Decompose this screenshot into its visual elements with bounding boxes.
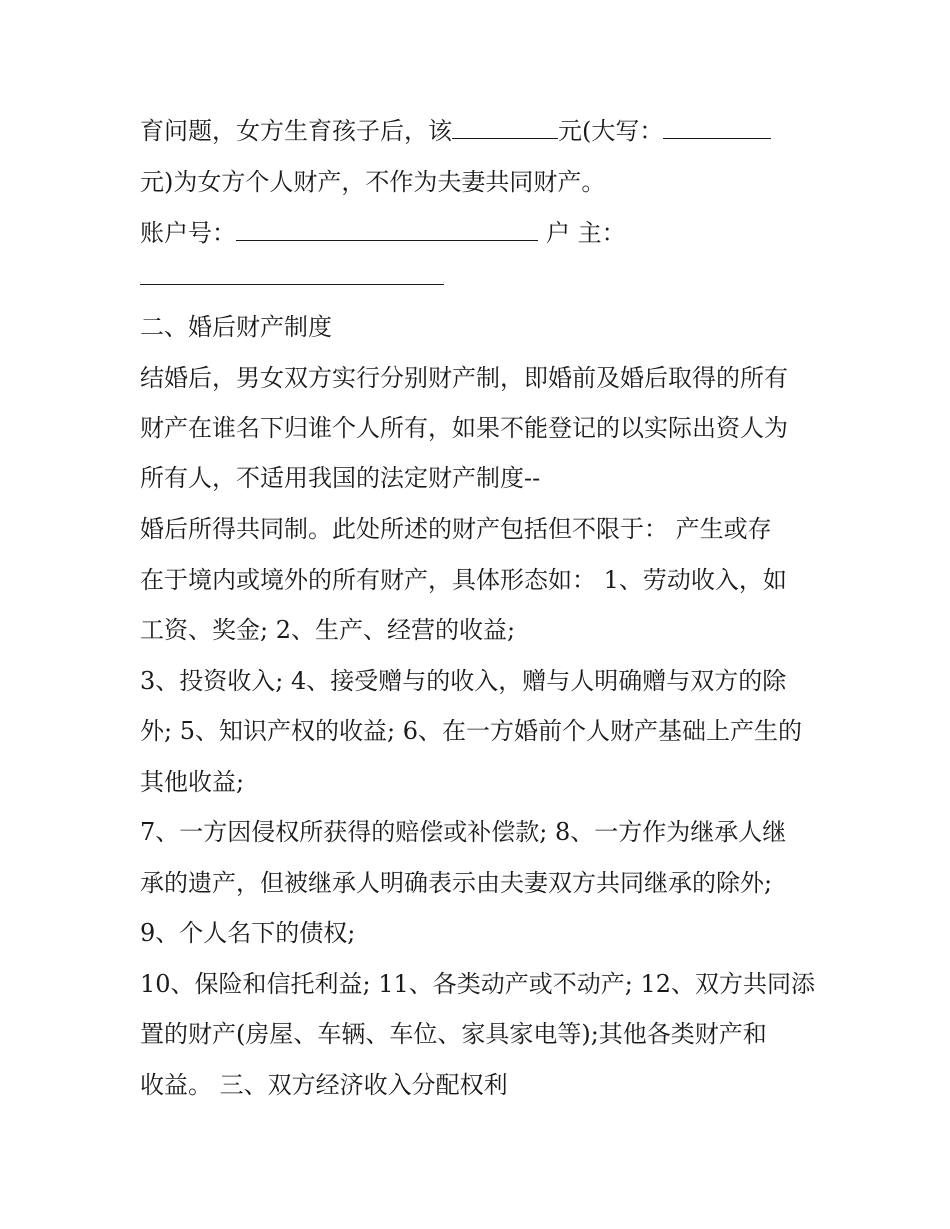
body-line: 3、投资收入; 4、接受赠与的收入，赠与人明确赠与双方的除 [140,667,787,695]
body-line: 收益。 三、双方经济收入分配权利 [140,1071,508,1099]
section-2-title: 二、婚后财产制度 [140,313,332,341]
paragraph-line-2 [140,167,605,197]
owner-name-blank[interactable] [140,262,444,285]
body-line: 承的遗产，但被继承人明确表示由夫妻双方共同继承的除外; [140,869,773,897]
body-line: 7、一方因侵权所获得的赔偿或补偿款; 8、一方作为继承人继 [140,818,787,846]
body-line: 工资、奖金; 2、生产、经营的收益; [140,616,516,644]
body-line: 其他收益; [140,768,245,796]
owner-blank-line [140,262,444,292]
body-line: 外; 5、知识产权的收益; 6、在一方婚前个人财产基础上产生的 [140,717,802,745]
line-2-text: 元)为女方个人财产，不作为夫妻共同财产。 [140,168,606,196]
body-line: 婚后所得共同制。此处所述的财产包括但不限于： 产生或存 [140,515,772,543]
body-line: 所有人，不适用我国的法定财产制度-- [140,464,541,492]
paragraph-line-1 [140,116,771,146]
body-line: 10、保险和信托利益; 11、各类动产或不动产; 12、双方共同添 [140,970,816,998]
body-line: 结婚后，男女双方实行分别财产制，即婚前及婚后取得的所有 [140,364,788,392]
account-label: 账户号： [140,219,236,247]
amount-blank[interactable] [452,116,558,139]
body-line: 置的财产(房屋、车辆、车位、家具家电等);其他各类财产和 [140,1020,767,1048]
owner-label: 户 主： [546,219,626,247]
body-line: 财产在谁名下归谁个人所有，如果不能登记的以实际出资人为 [140,414,788,442]
amount-uppercase-blank[interactable] [663,116,771,139]
body-line: 9、个人名下的债权; [140,919,356,947]
line-1-middle: 元(大写： [558,117,664,145]
account-number-blank[interactable] [236,218,538,241]
body-line: 在于境内或境外的所有财产，具体形态如： 1、劳动收入，如 [140,566,787,594]
account-line [140,218,626,248]
line-1-text: 育问题，女方生育孩子后，该 [140,117,452,145]
